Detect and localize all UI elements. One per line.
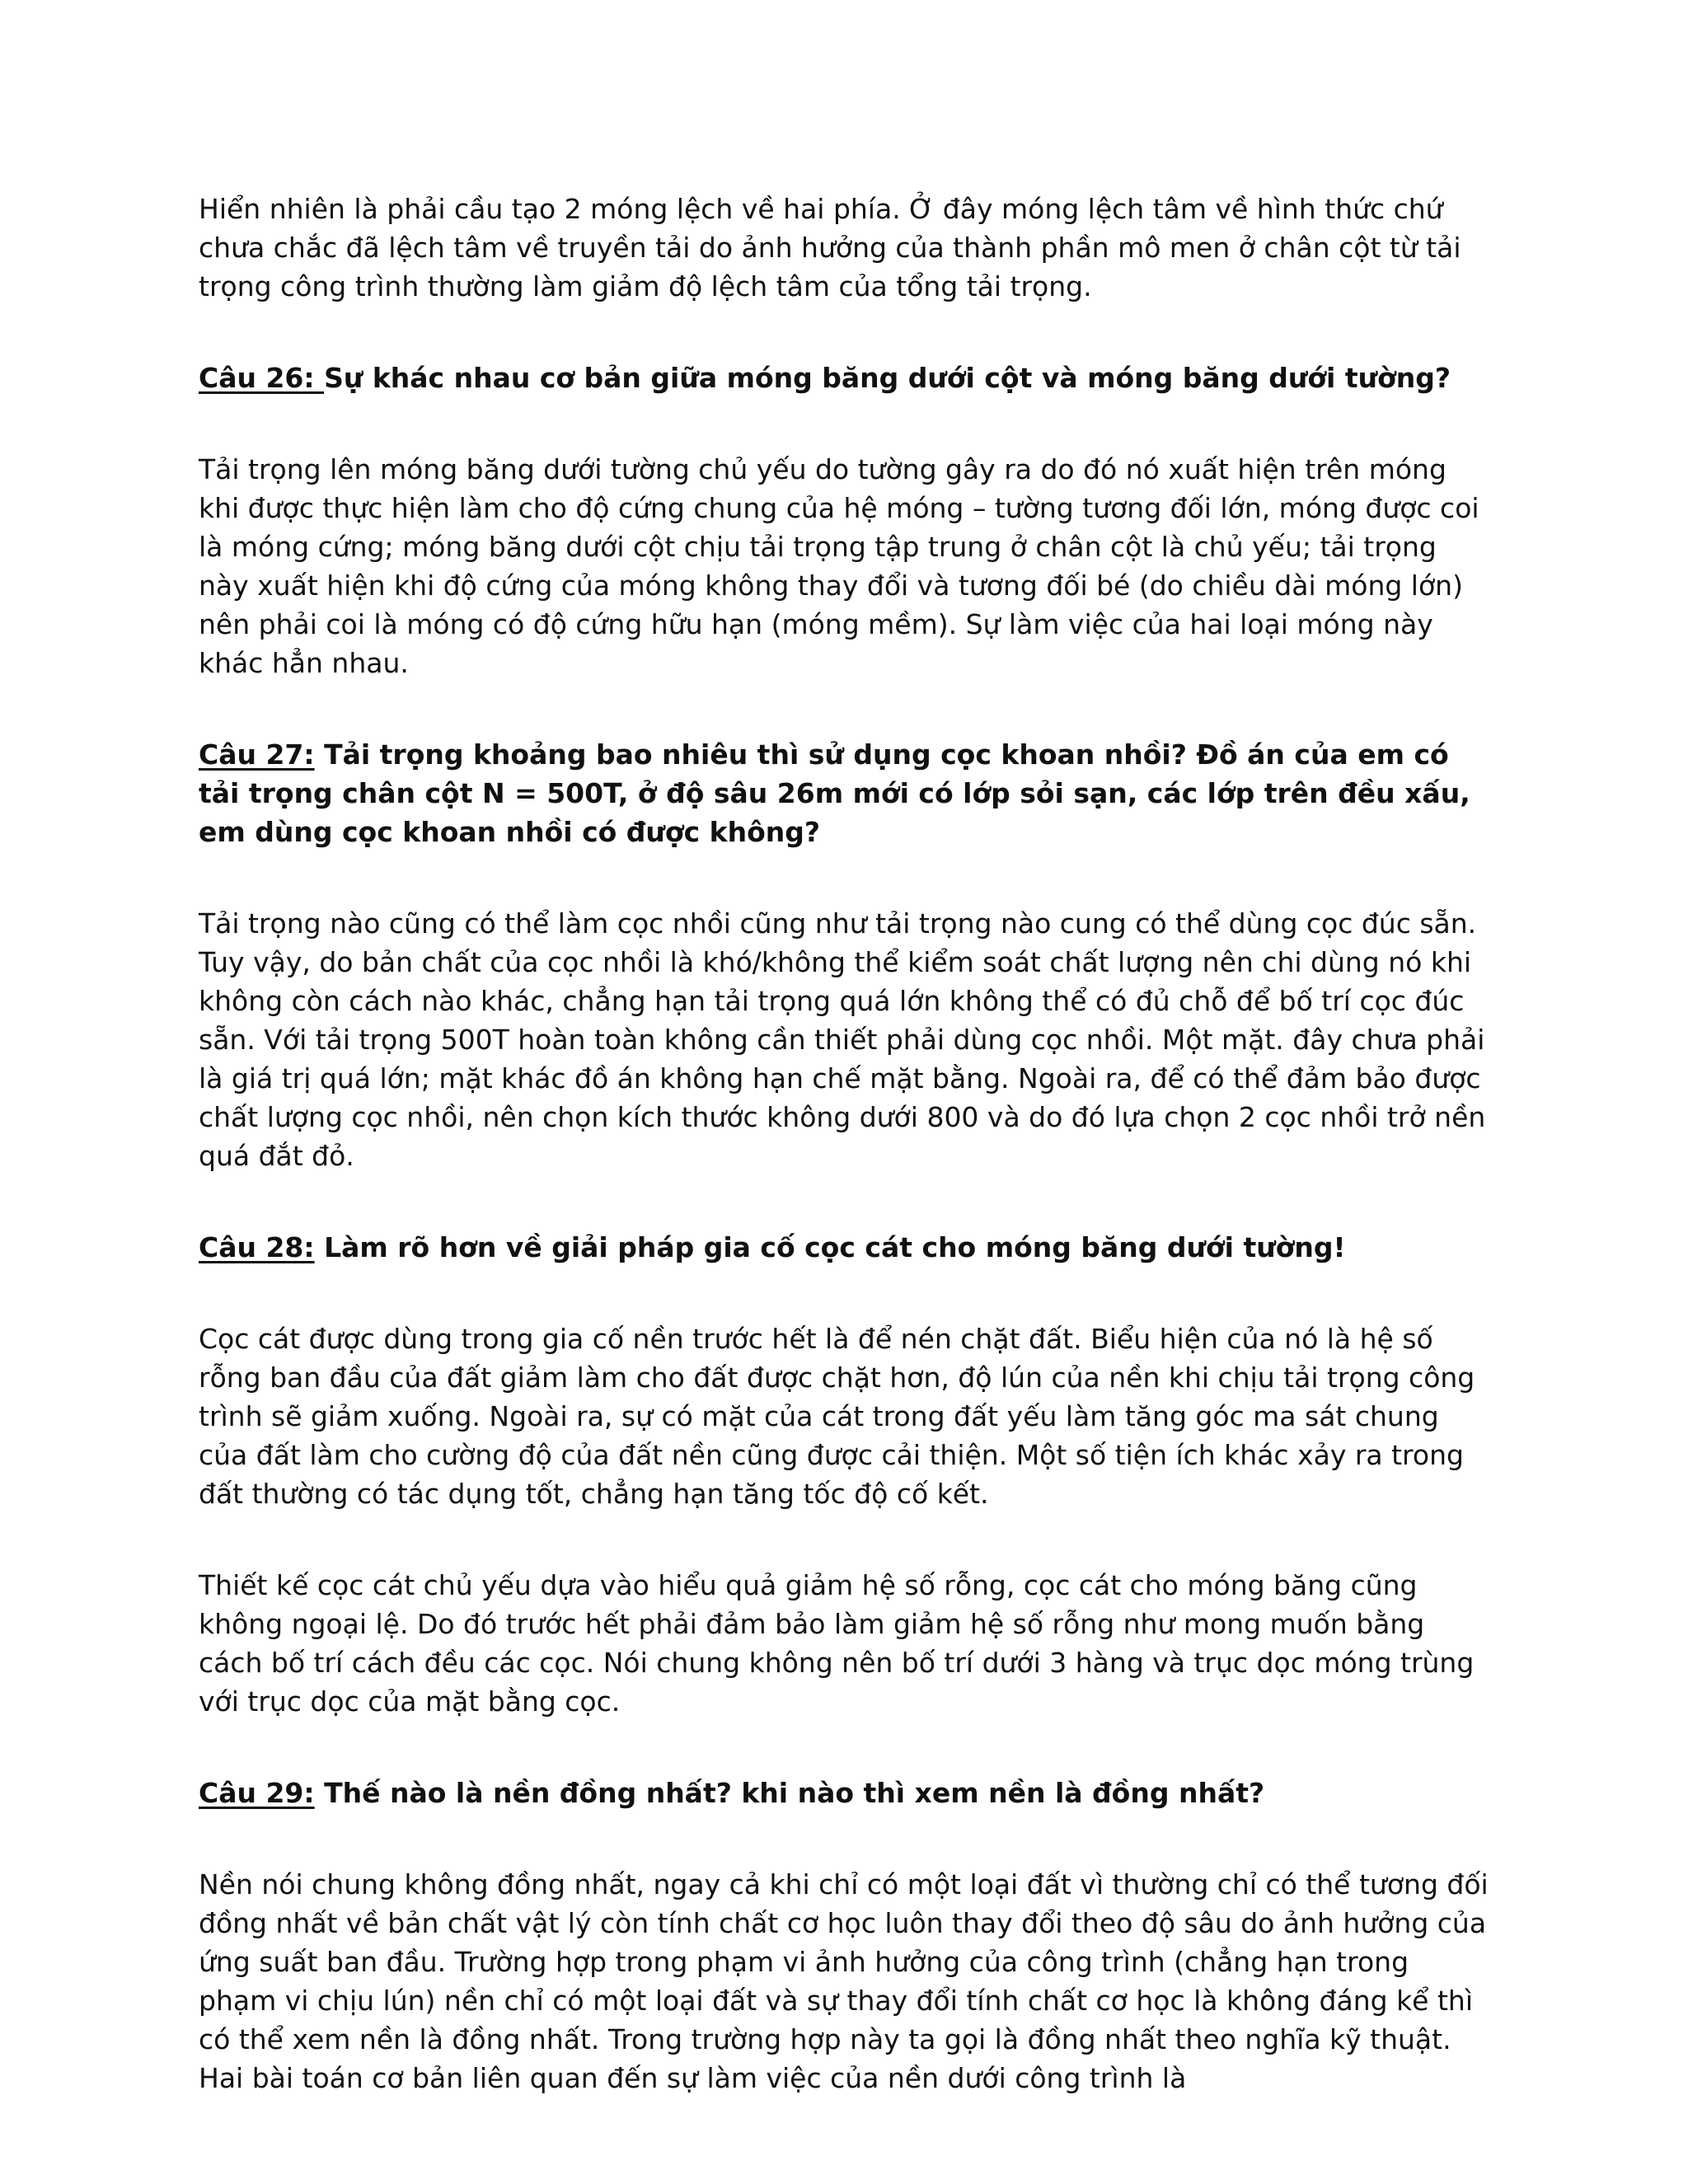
question-26-label: Câu 26:	[199, 362, 325, 394]
answer-29: Nền nói chung không đồng nhất, ngay cả khi chỉ có một loại đất vì thường chỉ có thể tương đối đồng nhất về bản chất vật lý còn tính chất cơ học luôn thay đổi theo độ sâu do ảnh hưởng của ứng suất ban đầu. Trường hợp trong phạm vi ảnh hưởng của công trình (chẳng hạn trong phạm vi chịu lún) nền chỉ có một loại đất và sự thay đổi tính chất cơ học là không đáng kể thì có thể xem nền là đồng nhất. Trong trường hợp này ta gọi là đồng nhất theo nghĩa kỹ thuật. Hai bài toán cơ bản liên quan đến sự làm việc của nền dưới công trình là	[199, 1868, 1489, 2094]
intro-paragraph: Hiển nhiên là phải cầu tạo 2 móng lệch về hai phía. Ở đây móng lệch tâm về hình thức chứ chưa chắc đã lệch tâm về truyền tải do ảnh hưởng của thành phần mô men ở chân cột từ tải trọng công trình thường làm giảm độ lệch tâm của tổng tải trọng.	[199, 193, 1461, 302]
question-27-text: Tải trọng khoảng bao nhiêu thì sử dụng cọc khoan nhồi? Đồ án của em có tải trọng chân cột N = 500T, ở độ sâu 26m mới có lớp sỏi sạn, các lớp trên đều xấu, em dùng cọc khoan nhồi có được không?	[199, 738, 1470, 848]
document-page	[199, 190, 1493, 2150]
answer-26: Tải trọng lên móng băng dưới tường chủ yếu do tường gây ra do đó nó xuất hiện trên móng khi được thực hiện làm cho độ cứng chung của hệ móng – tường tương đối lớn, móng được coi là móng cứng; móng băng dưới cột chịu tải trọng tập trung ở chân cột là chủ yếu; tải trọng này xuất hiện khi độ cứng của móng không thay đổi và tương đối bé (do chiều dài móng lớn) nên phải coi là móng có độ cứng hữu hạn (móng mềm). Sự làm việc của hai loại móng này khác hẳn nhau.	[199, 453, 1479, 679]
answer-28-part-1: Cọc cát được dùng trong gia cố nền trước hết là để nén chặt đất. Biểu hiện của nó là hệ số rỗng ban đầu của đất giảm làm cho đất được chặt hơn, độ lún của nền khi chịu tải trọng công trình sẽ giảm xuống. Ngoài ra, sự có mặt của cát trong đất yếu làm tăng góc ma sát chung của đất làm cho cường độ của đất nền cũng được cải thiện. Một số tiện ích khác xảy ra trong đất thường có tác dụng tốt, chẳng hạn tăng tốc độ cố kết.	[199, 1323, 1475, 1510]
question-26	[199, 359, 1493, 397]
question-27-label: Câu 27:	[199, 738, 315, 771]
question-29-text: Thế nào là nền đồng nhất? khi nào thì xem nền là đồng nhất?	[314, 1777, 1265, 1809]
question-28-label: Câu 28:	[199, 1231, 315, 1263]
answer-28-part-2: Thiết kế cọc cát chủ yếu dựa vào hiểu quả giảm hệ số rỗng, cọc cát cho móng băng cũng không ngoại lệ. Do đó trước hết phải đảm bảo làm giảm hệ số rỗng như mong muốn bằng cách bố trí cách đều các cọc. Nói chung không nên bố trí dưới 3 hàng và trục dọc móng trùng với trục dọc của mặt bằng cọc.	[199, 1569, 1475, 1718]
question-26-text: Sự khác nhau cơ bản giữa móng băng dưới cột và móng băng dưới tường?	[324, 362, 1451, 394]
question-28-text: Làm rõ hơn về giải pháp gia cố cọc cát cho móng băng dưới tường!	[314, 1231, 1346, 1263]
question-28	[199, 1228, 1493, 1267]
question-29-label: Câu 29:	[199, 1777, 315, 1809]
answer-27: Tải trọng nào cũng có thể làm cọc nhồi cũng như tải trọng nào cung có thể dùng cọc đúc sẵn. Tuy vậy, do bản chất của cọc nhồi là khó/không thể kiểm soát chất lượng nên chi dùng nó khi không còn cách nào khác, chẳng hạn tải trọng quá lớn không thể có đủ chỗ để bố trí cọc đúc sẵn. Với tải trọng 500T hoàn toàn không cần thiết phải dùng cọc nhồi. Một mặt. đây chưa phải là giá trị quá lớn; mặt khác đồ án không hạn chế mặt bằng. Ngoài ra, để có thể đảm bảo được chất lượng cọc nhồi, nên chọn kích thước không dưới 800 và do đó lựa chọn 2 cọc nhồi trở nền quá đắt đỏ.	[199, 907, 1486, 1172]
question-27	[199, 735, 1493, 851]
question-29	[199, 1774, 1493, 1812]
